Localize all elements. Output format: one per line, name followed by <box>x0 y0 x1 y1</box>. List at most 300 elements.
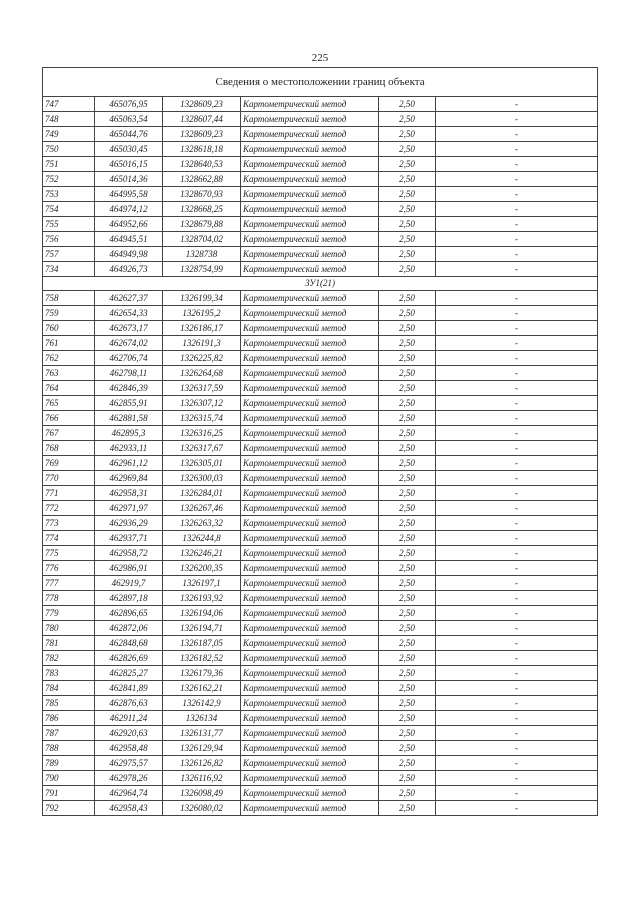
note-cell: - <box>436 97 598 112</box>
table-row <box>43 262 598 277</box>
note-cell: - <box>436 262 598 277</box>
note-cell: - <box>436 306 598 321</box>
method-cell: Картометрический метод <box>241 291 379 306</box>
x-coordinate-cell: 462969,84 <box>95 471 163 486</box>
note-cell: - <box>436 321 598 336</box>
accuracy-cell: 2,50 <box>379 247 436 262</box>
point-number-cell: 769 <box>43 456 95 471</box>
note-cell: - <box>436 217 598 232</box>
method-cell: Картометрический метод <box>241 666 379 681</box>
point-number-cell: 775 <box>43 546 95 561</box>
table-row <box>43 336 598 351</box>
note-cell: - <box>436 142 598 157</box>
table-row <box>43 217 598 232</box>
point-number-cell: 751 <box>43 157 95 172</box>
method-cell: Картометрический метод <box>241 456 379 471</box>
x-coordinate-cell: 462958,43 <box>95 801 163 816</box>
note-cell: - <box>436 247 598 262</box>
note-cell: - <box>436 756 598 771</box>
accuracy-cell: 2,50 <box>379 636 436 651</box>
note-cell: - <box>436 711 598 726</box>
note-cell: - <box>436 351 598 366</box>
boundary-coordinates-table <box>42 67 598 816</box>
point-number-cell: 788 <box>43 741 95 756</box>
note-cell: - <box>436 202 598 217</box>
note-cell: - <box>436 516 598 531</box>
y-coordinate-cell: 1326267,46 <box>163 501 241 516</box>
method-cell: Картометрический метод <box>241 172 379 187</box>
point-number-cell: 753 <box>43 187 95 202</box>
point-number-cell: 789 <box>43 756 95 771</box>
y-coordinate-cell: 1326134 <box>163 711 241 726</box>
accuracy-cell: 2,50 <box>379 351 436 366</box>
note-cell: - <box>436 591 598 606</box>
accuracy-cell: 2,50 <box>379 516 436 531</box>
table-row <box>43 471 598 486</box>
x-coordinate-cell: 462937,71 <box>95 531 163 546</box>
accuracy-cell: 2,50 <box>379 202 436 217</box>
x-coordinate-cell: 462978,26 <box>95 771 163 786</box>
method-cell: Картометрический метод <box>241 786 379 801</box>
accuracy-cell: 2,50 <box>379 291 436 306</box>
y-coordinate-cell: 1326126,82 <box>163 756 241 771</box>
table-row <box>43 142 598 157</box>
note-cell: - <box>436 741 598 756</box>
accuracy-cell: 2,50 <box>379 217 436 232</box>
table-row <box>43 711 598 726</box>
note-cell: - <box>436 726 598 741</box>
point-number-cell: 787 <box>43 726 95 741</box>
note-cell: - <box>436 546 598 561</box>
x-coordinate-cell: 462958,72 <box>95 546 163 561</box>
y-coordinate-cell: 1326284,01 <box>163 486 241 501</box>
y-coordinate-cell: 1328618,18 <box>163 142 241 157</box>
table-row <box>43 771 598 786</box>
y-coordinate-cell: 1326317,59 <box>163 381 241 396</box>
x-coordinate-cell: 462896,65 <box>95 606 163 621</box>
point-number-cell: 770 <box>43 471 95 486</box>
table-row <box>43 381 598 396</box>
method-cell: Картометрический метод <box>241 696 379 711</box>
y-coordinate-cell: 1326195,2 <box>163 306 241 321</box>
accuracy-cell: 2,50 <box>379 336 436 351</box>
method-cell: Картометрический метод <box>241 262 379 277</box>
y-coordinate-cell: 1328607,44 <box>163 112 241 127</box>
method-cell: Картометрический метод <box>241 771 379 786</box>
table-row <box>43 546 598 561</box>
accuracy-cell: 2,50 <box>379 486 436 501</box>
note-cell: - <box>436 396 598 411</box>
point-number-cell: 786 <box>43 711 95 726</box>
x-coordinate-cell: 462673,17 <box>95 321 163 336</box>
method-cell: Картометрический метод <box>241 636 379 651</box>
y-coordinate-cell: 1326186,17 <box>163 321 241 336</box>
x-coordinate-cell: 464995,58 <box>95 187 163 202</box>
point-number-cell: 777 <box>43 576 95 591</box>
accuracy-cell: 2,50 <box>379 666 436 681</box>
point-number-cell: 778 <box>43 591 95 606</box>
y-coordinate-cell: 1326116,92 <box>163 771 241 786</box>
note-cell: - <box>436 771 598 786</box>
x-coordinate-cell: 462919,7 <box>95 576 163 591</box>
table-row <box>43 576 598 591</box>
table-row <box>43 157 598 172</box>
y-coordinate-cell: 1328668,25 <box>163 202 241 217</box>
note-cell: - <box>436 127 598 142</box>
point-number-cell: 791 <box>43 786 95 801</box>
x-coordinate-cell: 462841,89 <box>95 681 163 696</box>
method-cell: Картометрический метод <box>241 741 379 756</box>
y-coordinate-cell: 1326187,05 <box>163 636 241 651</box>
accuracy-cell: 2,50 <box>379 591 436 606</box>
table-row <box>43 366 598 381</box>
table-row <box>43 411 598 426</box>
accuracy-cell: 2,50 <box>379 681 436 696</box>
x-coordinate-cell: 465076,95 <box>95 97 163 112</box>
x-coordinate-cell: 462848,68 <box>95 636 163 651</box>
note-cell: - <box>436 531 598 546</box>
method-cell: Картометрический метод <box>241 217 379 232</box>
table-row <box>43 741 598 756</box>
method-cell: Картометрический метод <box>241 381 379 396</box>
table-row <box>43 202 598 217</box>
y-coordinate-cell: 1328662,88 <box>163 172 241 187</box>
y-coordinate-cell: 1328609,23 <box>163 127 241 142</box>
y-coordinate-cell: 1328679,88 <box>163 217 241 232</box>
accuracy-cell: 2,50 <box>379 756 436 771</box>
x-coordinate-cell: 462876,63 <box>95 696 163 711</box>
accuracy-cell: 2,50 <box>379 711 436 726</box>
x-coordinate-cell: 462627,37 <box>95 291 163 306</box>
accuracy-cell: 2,50 <box>379 232 436 247</box>
accuracy-cell: 2,50 <box>379 726 436 741</box>
method-cell: Картометрический метод <box>241 157 379 172</box>
method-cell: Картометрический метод <box>241 621 379 636</box>
y-coordinate-cell: 1328670,93 <box>163 187 241 202</box>
y-coordinate-cell: 1326194,71 <box>163 621 241 636</box>
method-cell: Картометрический метод <box>241 142 379 157</box>
point-number-cell: 780 <box>43 621 95 636</box>
accuracy-cell: 2,50 <box>379 546 436 561</box>
title-row <box>43 68 598 97</box>
accuracy-cell: 2,50 <box>379 172 436 187</box>
point-number-cell: 747 <box>43 97 95 112</box>
accuracy-cell: 2,50 <box>379 306 436 321</box>
accuracy-cell: 2,50 <box>379 441 436 456</box>
method-cell: Картометрический метод <box>241 411 379 426</box>
note-cell: - <box>436 471 598 486</box>
note-cell: - <box>436 696 598 711</box>
method-cell: Картометрический метод <box>241 501 379 516</box>
y-coordinate-cell: 1326316,25 <box>163 426 241 441</box>
method-cell: Картометрический метод <box>241 336 379 351</box>
accuracy-cell: 2,50 <box>379 801 436 816</box>
point-number-cell: 752 <box>43 172 95 187</box>
point-number-cell: 785 <box>43 696 95 711</box>
note-cell: - <box>436 441 598 456</box>
method-cell: Картометрический метод <box>241 531 379 546</box>
point-number-cell: 763 <box>43 366 95 381</box>
x-coordinate-cell: 465014,36 <box>95 172 163 187</box>
y-coordinate-cell: 1326131,77 <box>163 726 241 741</box>
x-coordinate-cell: 462920,63 <box>95 726 163 741</box>
y-coordinate-cell: 1326300,03 <box>163 471 241 486</box>
accuracy-cell: 2,50 <box>379 366 436 381</box>
table-row <box>43 501 598 516</box>
point-number-cell: 784 <box>43 681 95 696</box>
y-coordinate-cell: 1328704,02 <box>163 232 241 247</box>
point-number-cell: 760 <box>43 321 95 336</box>
accuracy-cell: 2,50 <box>379 396 436 411</box>
note-cell: - <box>436 561 598 576</box>
method-cell: Картометрический метод <box>241 651 379 666</box>
accuracy-cell: 2,50 <box>379 127 436 142</box>
method-cell: Картометрический метод <box>241 321 379 336</box>
method-cell: Картометрический метод <box>241 247 379 262</box>
table-row <box>43 486 598 501</box>
accuracy-cell: 2,50 <box>379 321 436 336</box>
accuracy-cell: 2,50 <box>379 576 436 591</box>
accuracy-cell: 2,50 <box>379 531 436 546</box>
y-coordinate-cell: 1328738 <box>163 247 241 262</box>
x-coordinate-cell: 465016,15 <box>95 157 163 172</box>
x-coordinate-cell: 465063,54 <box>95 112 163 127</box>
method-cell: Картометрический метод <box>241 112 379 127</box>
table-row <box>43 561 598 576</box>
table-row <box>43 516 598 531</box>
y-coordinate-cell: 1326191,3 <box>163 336 241 351</box>
method-cell: Картометрический метод <box>241 396 379 411</box>
point-number-cell: 759 <box>43 306 95 321</box>
note-cell: - <box>436 336 598 351</box>
point-number-cell: 771 <box>43 486 95 501</box>
x-coordinate-cell: 464974,12 <box>95 202 163 217</box>
method-cell: Картометрический метод <box>241 426 379 441</box>
note-cell: - <box>436 157 598 172</box>
y-coordinate-cell: 1328754,99 <box>163 262 241 277</box>
note-cell: - <box>436 786 598 801</box>
method-cell: Картометрический метод <box>241 591 379 606</box>
table-row <box>43 351 598 366</box>
method-cell: Картометрический метод <box>241 202 379 217</box>
y-coordinate-cell: 1326098,49 <box>163 786 241 801</box>
table-row <box>43 396 598 411</box>
note-cell: - <box>436 501 598 516</box>
section-row <box>43 277 598 291</box>
accuracy-cell: 2,50 <box>379 381 436 396</box>
y-coordinate-cell: 1326129,94 <box>163 741 241 756</box>
accuracy-cell: 2,50 <box>379 426 436 441</box>
table-row <box>43 681 598 696</box>
accuracy-cell: 2,50 <box>379 262 436 277</box>
table-row <box>43 426 598 441</box>
method-cell: Картометрический метод <box>241 681 379 696</box>
accuracy-cell: 2,50 <box>379 471 436 486</box>
table-row <box>43 606 598 621</box>
x-coordinate-cell: 462872,06 <box>95 621 163 636</box>
method-cell: Картометрический метод <box>241 232 379 247</box>
x-coordinate-cell: 462897,18 <box>95 591 163 606</box>
table-row <box>43 247 598 262</box>
y-coordinate-cell: 1326197,1 <box>163 576 241 591</box>
y-coordinate-cell: 1326263,32 <box>163 516 241 531</box>
point-number-cell: 764 <box>43 381 95 396</box>
note-cell: - <box>436 366 598 381</box>
method-cell: Картометрический метод <box>241 561 379 576</box>
accuracy-cell: 2,50 <box>379 621 436 636</box>
note-cell: - <box>436 666 598 681</box>
point-number-cell: 776 <box>43 561 95 576</box>
method-cell: Картометрический метод <box>241 187 379 202</box>
point-number-cell: 734 <box>43 262 95 277</box>
note-cell: - <box>436 381 598 396</box>
method-cell: Картометрический метод <box>241 471 379 486</box>
x-coordinate-cell: 464945,51 <box>95 232 163 247</box>
y-coordinate-cell: 1326225,82 <box>163 351 241 366</box>
x-coordinate-cell: 462971,97 <box>95 501 163 516</box>
point-number-cell: 757 <box>43 247 95 262</box>
x-coordinate-cell: 464952,66 <box>95 217 163 232</box>
accuracy-cell: 2,50 <box>379 157 436 172</box>
table-row <box>43 591 598 606</box>
y-coordinate-cell: 1326162,21 <box>163 681 241 696</box>
point-number-cell: 755 <box>43 217 95 232</box>
section-label: ЗУ1(21) <box>43 277 598 291</box>
note-cell: - <box>436 112 598 127</box>
table-row <box>43 666 598 681</box>
table-row <box>43 801 598 816</box>
table-row <box>43 321 598 336</box>
y-coordinate-cell: 1326179,36 <box>163 666 241 681</box>
y-coordinate-cell: 1326182,52 <box>163 651 241 666</box>
table-row <box>43 441 598 456</box>
table-row <box>43 621 598 636</box>
point-number-cell: 792 <box>43 801 95 816</box>
table-row <box>43 786 598 801</box>
accuracy-cell: 2,50 <box>379 97 436 112</box>
note-cell: - <box>436 681 598 696</box>
point-number-cell: 754 <box>43 202 95 217</box>
x-coordinate-cell: 462936,29 <box>95 516 163 531</box>
y-coordinate-cell: 1326199,34 <box>163 291 241 306</box>
table-row <box>43 636 598 651</box>
note-cell: - <box>436 232 598 247</box>
y-coordinate-cell: 1326244,8 <box>163 531 241 546</box>
point-number-cell: 790 <box>43 771 95 786</box>
x-coordinate-cell: 462958,48 <box>95 741 163 756</box>
table-row <box>43 531 598 546</box>
y-coordinate-cell: 1326317,67 <box>163 441 241 456</box>
point-number-cell: 765 <box>43 396 95 411</box>
point-number-cell: 749 <box>43 127 95 142</box>
method-cell: Картометрический метод <box>241 711 379 726</box>
method-cell: Картометрический метод <box>241 576 379 591</box>
point-number-cell: 748 <box>43 112 95 127</box>
x-coordinate-cell: 462964,74 <box>95 786 163 801</box>
y-coordinate-cell: 1326080,02 <box>163 801 241 816</box>
y-coordinate-cell: 1326315,74 <box>163 411 241 426</box>
point-number-cell: 772 <box>43 501 95 516</box>
point-number-cell: 783 <box>43 666 95 681</box>
point-number-cell: 774 <box>43 531 95 546</box>
table-row <box>43 756 598 771</box>
table-row <box>43 112 598 127</box>
point-number-cell: 781 <box>43 636 95 651</box>
y-coordinate-cell: 1326142,9 <box>163 696 241 711</box>
note-cell: - <box>436 621 598 636</box>
method-cell: Картометрический метод <box>241 366 379 381</box>
y-coordinate-cell: 1326193,92 <box>163 591 241 606</box>
x-coordinate-cell: 462961,12 <box>95 456 163 471</box>
accuracy-cell: 2,50 <box>379 456 436 471</box>
note-cell: - <box>436 172 598 187</box>
point-number-cell: 758 <box>43 291 95 306</box>
accuracy-cell: 2,50 <box>379 561 436 576</box>
accuracy-cell: 2,50 <box>379 651 436 666</box>
method-cell: Картометрический метод <box>241 606 379 621</box>
method-cell: Картометрический метод <box>241 801 379 816</box>
x-coordinate-cell: 462798,11 <box>95 366 163 381</box>
y-coordinate-cell: 1326307,12 <box>163 396 241 411</box>
accuracy-cell: 2,50 <box>379 696 436 711</box>
table-row <box>43 696 598 711</box>
point-number-cell: 761 <box>43 336 95 351</box>
note-cell: - <box>436 651 598 666</box>
accuracy-cell: 2,50 <box>379 741 436 756</box>
point-number-cell: 766 <box>43 411 95 426</box>
x-coordinate-cell: 464949,98 <box>95 247 163 262</box>
method-cell: Картометрический метод <box>241 441 379 456</box>
table-row <box>43 232 598 247</box>
note-cell: - <box>436 411 598 426</box>
table-row <box>43 306 598 321</box>
x-coordinate-cell: 462933,11 <box>95 441 163 456</box>
x-coordinate-cell: 462825,27 <box>95 666 163 681</box>
table-body <box>43 68 598 816</box>
page-number: 225 <box>311 52 329 64</box>
point-number-cell: 779 <box>43 606 95 621</box>
accuracy-cell: 2,50 <box>379 786 436 801</box>
point-number-cell: 767 <box>43 426 95 441</box>
point-number-cell: 762 <box>43 351 95 366</box>
y-coordinate-cell: 1326246,21 <box>163 546 241 561</box>
note-cell: - <box>436 576 598 591</box>
table-row <box>43 726 598 741</box>
y-coordinate-cell: 1326305,01 <box>163 456 241 471</box>
x-coordinate-cell: 462674,02 <box>95 336 163 351</box>
accuracy-cell: 2,50 <box>379 606 436 621</box>
method-cell: Картометрический метод <box>241 726 379 741</box>
table-row <box>43 456 598 471</box>
x-coordinate-cell: 462855,91 <box>95 396 163 411</box>
y-coordinate-cell: 1328640,53 <box>163 157 241 172</box>
note-cell: - <box>436 426 598 441</box>
y-coordinate-cell: 1326264,68 <box>163 366 241 381</box>
note-cell: - <box>436 801 598 816</box>
accuracy-cell: 2,50 <box>379 501 436 516</box>
method-cell: Картометрический метод <box>241 546 379 561</box>
note-cell: - <box>436 486 598 501</box>
table-row <box>43 187 598 202</box>
table-row <box>43 127 598 142</box>
note-cell: - <box>436 456 598 471</box>
note-cell: - <box>436 606 598 621</box>
x-coordinate-cell: 462706,74 <box>95 351 163 366</box>
method-cell: Картометрический метод <box>241 756 379 771</box>
point-number-cell: 750 <box>43 142 95 157</box>
x-coordinate-cell: 462826,69 <box>95 651 163 666</box>
point-number-cell: 756 <box>43 232 95 247</box>
